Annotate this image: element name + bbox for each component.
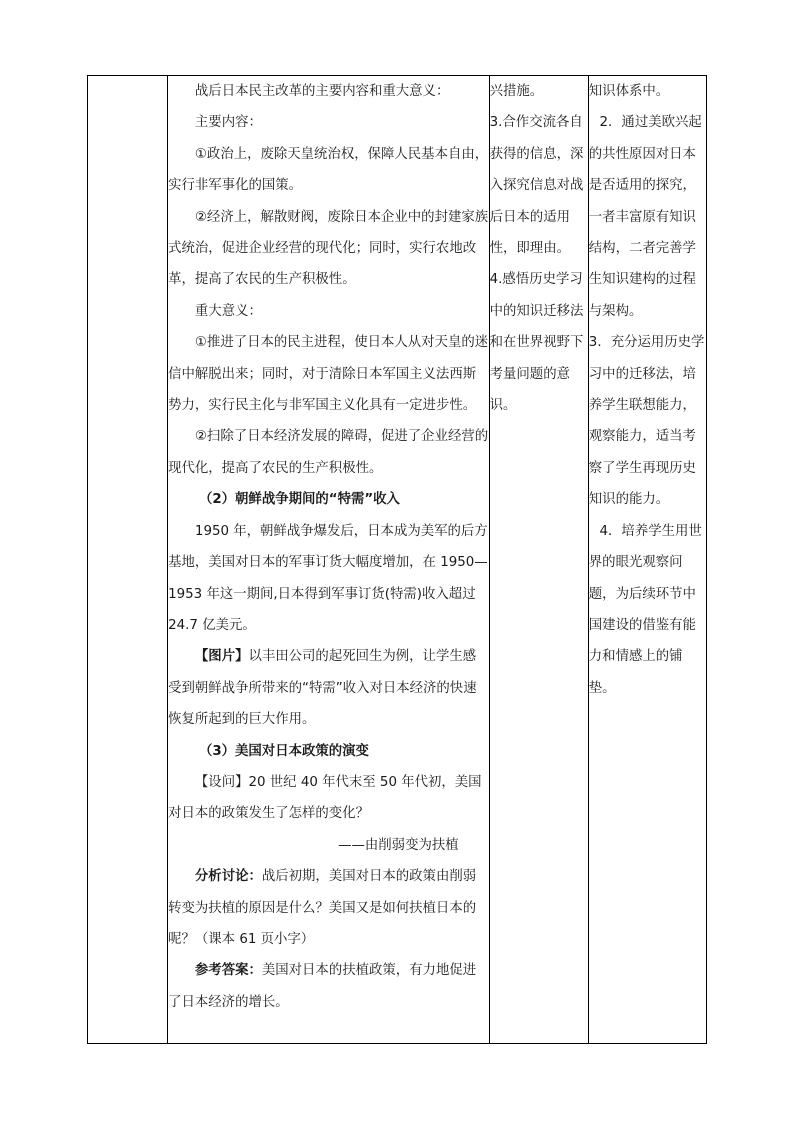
paragraph: ①推进了日本的民主进程，使日本人从对天皇的迷信中解脱出来；同时，对于清除日本军国主义法西斯势力，实行民主化与非军国主义化具有一定进步性。	[168, 335, 489, 414]
table-row	[88, 76, 707, 1044]
paragraph: 3．充分运用历史学习中的迁移法，培养学生联想能力，观察能力，适当考察了学生再现历史知识的能力。	[588, 335, 705, 508]
paragraph: 战后日本民主改革的主要内容和重大意义：	[194, 84, 450, 99]
paragraph: 2．通过美欧兴起的共性原因对日本是否适用的探究，一者丰富原有知识结构，二者完善学生知识建构的过程与架构。	[588, 115, 702, 319]
stage-cell	[88, 76, 168, 1044]
student-activity-cell	[489, 76, 588, 1044]
paragraph: 主要内容：	[194, 115, 262, 131]
paragraph: 1950 年，朝鲜战争爆发后，日本成为美军的后方基地，美国对日本的军事订货大幅度增加，在 1950—1953 年这一期间,日本得到军事订货(特需)收入超过 24.7 亿美元。	[168, 523, 488, 633]
bold-label: 参考答案：	[194, 963, 262, 979]
paragraph: 4．培养学生用世界的眼光观察问题，为后续环节中国建设的借鉴有能力和情感上的铺垫。	[588, 523, 702, 696]
paragraph: ①政治上，废除天皇统治权，保障人民基本自由，实行非军事化的国策。	[168, 146, 489, 194]
paragraph	[168, 955, 489, 1018]
paragraph	[168, 767, 489, 830]
lesson-table	[87, 75, 707, 1044]
paragraph-text: 20 世纪 40 年代末至 50 年代初，美国对日本的政策发生了怎样的变化？	[168, 774, 482, 822]
paragraph: 重大意义：	[194, 303, 262, 319]
paragraph: 知识体系中。	[588, 84, 670, 99]
paragraph-text: 以丰田公司的起死回生为例，让学生感受到朝鲜战争所带来的“特需”收入对日本经济的快速恢复所起到的巨大作用。	[168, 649, 477, 728]
bracket-label: 【图片】	[194, 649, 249, 665]
paragraph	[168, 641, 489, 735]
bold-label: 分析讨论：	[194, 869, 262, 885]
paragraph-text: 美国对日本的扶植政策，有力地促进了日本经济的增长。	[168, 963, 477, 1010]
paragraph: ②扫除了日本经济发展的障碍，促进了企业经营的现代化，提高了农民的生产积极性。	[168, 429, 489, 476]
design-intent-cell	[588, 76, 706, 1044]
paragraph-text: 战后初期，美国对日本的政策由削弱转变为扶植的原因是什么？美国又是如何扶植日本的呢？（课本 61 页小字）	[168, 869, 477, 947]
paragraph: 3.合作交流各自获得的信息，深入探究信息对战后日本的适用性，即理由。	[489, 115, 584, 257]
section-heading: （2）朝鲜战争期间的“特需”收入	[198, 492, 400, 508]
paragraph: 4.感悟历史学习中的知识迁移法和在世界视野下考量问题的意识。	[489, 272, 584, 414]
paragraph	[168, 861, 489, 955]
answer-line: ——由削弱变为扶植	[338, 837, 459, 853]
section-heading: （3）美国对日本政策的演变	[198, 743, 369, 759]
teaching-content-cell	[168, 76, 490, 1044]
paragraph: 兴措施。	[489, 84, 544, 99]
bracket-label: 【设问】	[194, 774, 249, 790]
paragraph: ②经济上，解散财阀，废除日本企业中的封建家族式统治，促进企业经营的现代化；同时，实行农地改革，提高了农民的生产积极性。	[168, 209, 489, 288]
